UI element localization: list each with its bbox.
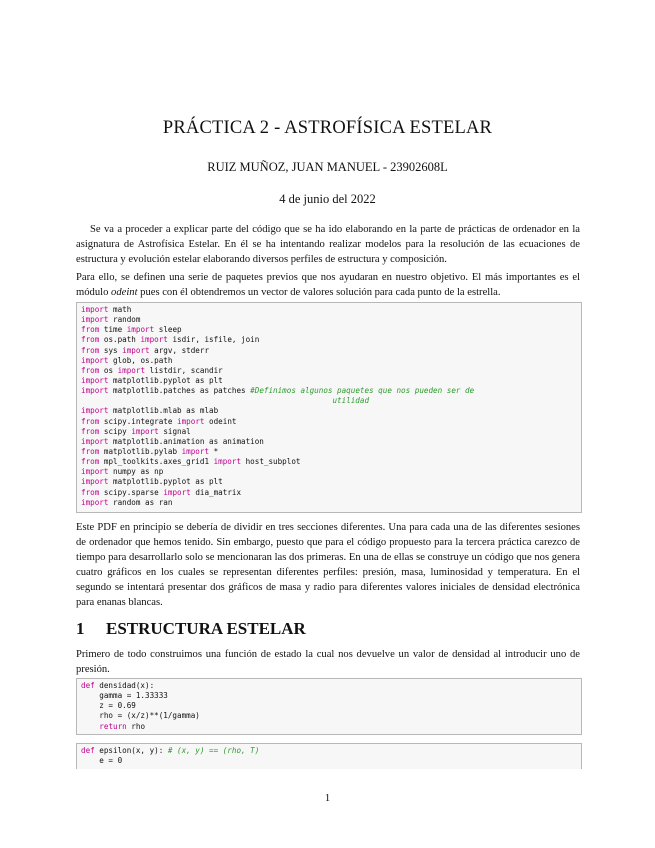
code-keyword: import [81,477,109,487]
code-text: matplotlib.pyplot as plt [108,375,223,385]
packages-text-before: Para ello, se definen una serie de paquetes previos que nos ayudaran en nuestro objetivo. El más importantes es el módulo [76,272,580,298]
code-keyword: import [126,325,155,335]
code-keyword: from [81,345,100,355]
section-heading [76,619,306,639]
code-line [81,681,581,691]
code-text: listdir, scandir [145,365,223,375]
code-line [81,417,581,427]
code-keyword: import [122,345,150,355]
page-title: PRÁCTICA 2 - ASTROFÍSICA ESTELAR [162,118,493,138]
code-keyword: import [81,315,109,325]
code-keyword: import [81,355,109,365]
code-line [81,701,581,711]
code-keyword: import [131,426,159,436]
code-text [81,722,99,731]
packages-text-after: pues con él obtendremos un vector de valores solución para cada punto de la estrella. [137,287,501,298]
epsilon-code-block [76,743,582,769]
code-keyword: return [99,721,127,731]
page-number: 1 [324,792,331,804]
code-text: scipy.sparse [99,487,164,497]
code-text: math [108,305,132,314]
code-text: argv, stderr [149,345,210,355]
code-text: matplotlib.pylab [99,446,182,456]
code-text: odeint [204,416,237,426]
code-keyword: import [181,446,210,456]
code-line [81,457,581,467]
code-comment: utilidad [81,396,370,406]
code-keyword: from [81,325,100,335]
code-line [81,756,581,766]
code-keyword: import [81,386,109,396]
code-line [81,746,581,756]
code-keyword: import [163,487,191,497]
code-text: scipy.integrate [99,416,178,426]
code-keyword: import [81,436,109,446]
code-keyword: from [81,487,100,497]
code-text: isdir, isfile, join [167,335,260,345]
code-text: rho [126,721,146,731]
code-text: host_subplot [241,457,301,467]
code-text: matplotlib.pyplot as plt [108,477,223,487]
code-keyword: import [117,365,146,375]
code-line [81,437,581,447]
intro-paragraph: Se va a proceder a explicar parte del código que se ha ido elaborando en la parte de prácticas de ordenador en la asignatura de Astrofísica Estelar. En él se ha intentando realizar modelos para la resolución de las ecuaciones de estructura y evolución estelar elaborando diversos perfiles de estructura y composición. [76,224,580,265]
code-line [81,356,581,366]
code-line [81,477,581,487]
date-line: 4 de junio del 2022 [279,192,376,206]
code-keyword: import [140,335,168,345]
pdf-sections-paragraph: Este PDF en principio se debería de dividir en tres secciones diferentes. Una para cada una de las diferentes sesiones de ordenador que hemos tenido. Sin embargo, puesto que para el código propuesto para la tercera práctica carezco de tiempo para desarrollarlo solo se mencionaran las dos primeras. En una de ellas se construye un código que nos genera cuatro gráficos en los cuales se representan diferentes perfiles: presión, masa, luminosidad y temperatura. En el segundo se intentará presentar dos gráficos de masa y radio para diferentes valores iniciales de densidad electrónica para enanas blancas. [76,522,580,608]
code-text: matplotlib.animation as animation [108,436,264,446]
author-line: RUIZ MUÑOZ, JUAN MANUEL - 23902608L [207,160,448,174]
code-text: matplotlib.patches as patches [108,386,251,396]
code-line [81,366,581,376]
code-keyword: from [81,426,100,436]
code-keyword: from [81,446,100,456]
code-text: glob, os.path [108,355,173,365]
code-text: epsilon(x, y): [94,746,168,755]
code-line [81,315,581,325]
imports-code-block [76,302,582,513]
code-text: rho = (x/z)**(1/gamma) [81,711,200,721]
code-line [81,386,581,396]
code-text: numpy as np [108,467,164,477]
code-keyword: from [81,457,100,467]
code-text: * [209,446,219,456]
code-line [81,406,581,416]
code-keyword: import [81,467,109,477]
code-keyword: import [81,375,109,385]
code-line [81,325,581,335]
code-text: os.path [99,335,141,345]
code-text: scipy [99,426,132,436]
packages-paragraph [76,270,580,300]
code-text: dia_matrix [190,487,242,497]
code-line [81,722,581,732]
code-line [81,488,581,498]
code-line [81,376,581,386]
code-text: densidad(x): [94,681,155,690]
code-text: os [99,365,118,375]
code-line [81,691,581,701]
code-keyword: import [213,457,242,467]
code-comment: #Definimos algunos paquetes que nos pueden ser de [250,386,475,396]
code-comment: # (x, y) == (rho, T) [167,746,260,755]
code-keyword: import [177,416,205,426]
code-keyword: import [81,406,109,416]
code-keyword: from [81,416,100,426]
code-text: sys [99,345,123,355]
code-line [81,447,581,457]
code-text: sleep [154,325,182,335]
code-line [81,305,581,315]
code-text: time [99,325,127,335]
code-text: matplotlib.mlab as mlab [108,406,219,416]
code-keyword: from [81,335,100,345]
code-keyword: def [81,681,95,690]
code-line [81,427,581,437]
section-title: ESTRUCTURA ESTELAR [106,619,306,638]
densidad-code-block [76,678,582,735]
code-line [81,711,581,721]
code-text: e = 0 [81,756,123,766]
code-text: signal [158,426,191,436]
code-keyword: def [81,746,95,755]
code-text: random [108,315,141,325]
code-line [81,467,581,477]
code-line [81,346,581,356]
code-keyword: from [81,365,100,375]
code-line [81,396,581,406]
code-text: z = 0.69 [81,701,136,711]
code-line [81,335,581,345]
section-intro-paragraph: Primero de todo construimos una función de estado la cual nos devuelve un valor de densidad al introducir uno de presión. [76,649,580,675]
code-text: gamma = 1.33333 [81,691,168,701]
code-line [81,498,581,508]
code-keyword: import [81,497,109,507]
code-text: mpl_toolkits.axes_grid1 [99,457,214,467]
code-text: random as ran [108,497,173,507]
odeint-emphasis: odeint [111,287,138,298]
section-number: 1 [76,619,85,638]
code-keyword: import [81,305,109,314]
